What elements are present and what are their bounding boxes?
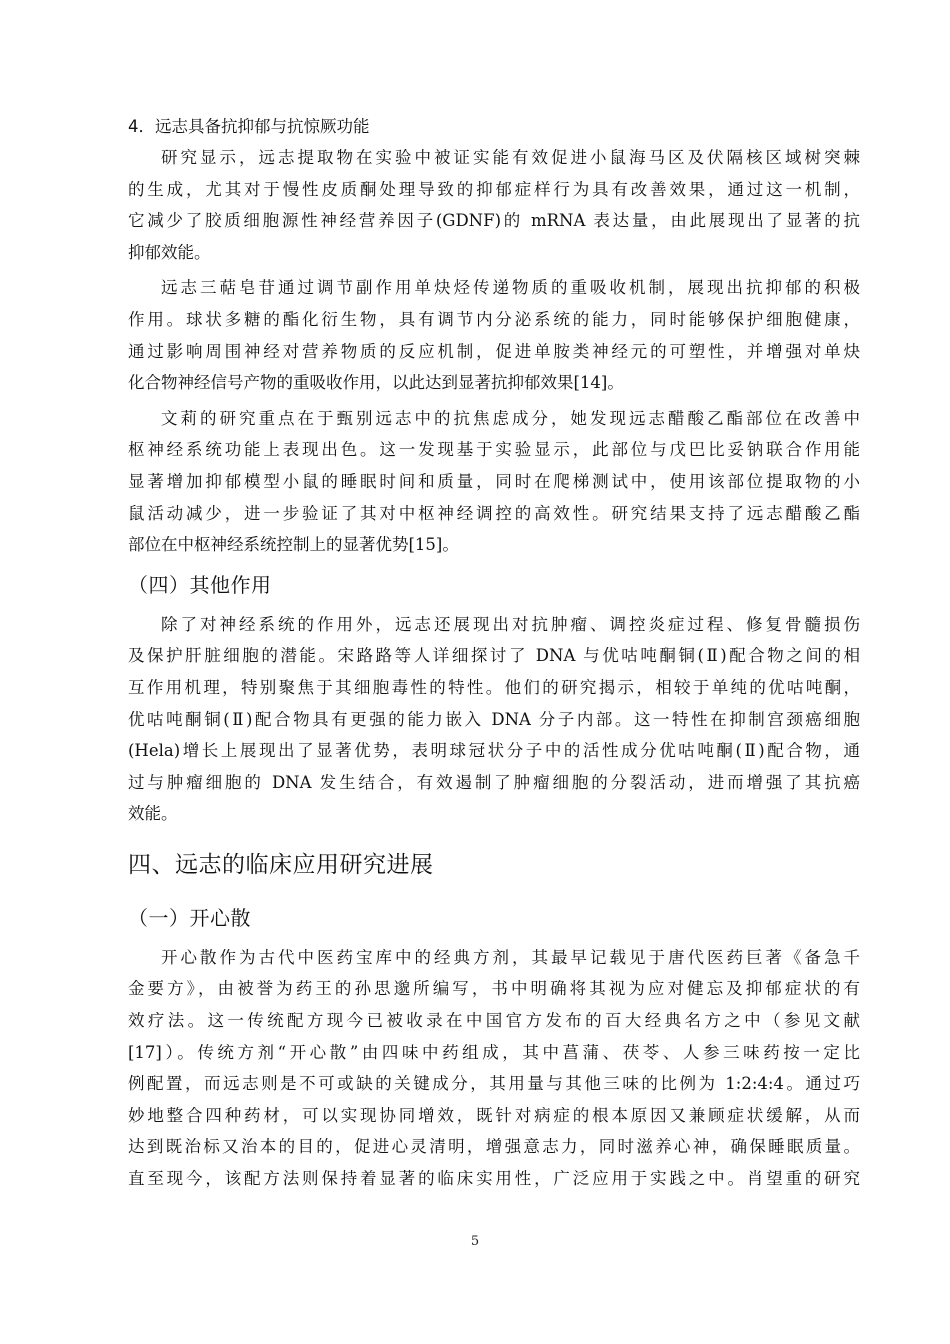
page-content xyxy=(128,112,860,1195)
paragraph-line: 显著增加抑郁模型小鼠的睡眠时间和质量，同时在爬梯测试中，使用该部位提取物的小 xyxy=(128,471,860,491)
paragraph-line: [17]）。传统方剂“开心散”由四味中药组成，其中菖蒲、茯苓、人参三味药按一定比 xyxy=(128,1042,860,1062)
paragraph-4 xyxy=(128,609,860,830)
paragraph-line: 互作用机理，特别聚焦于其细胞毒性的特性。他们的研究揭示，相较于单纯的优咕吨酮， xyxy=(128,677,860,697)
paragraph-line: 作用。球状多糖的酯化衍生物，具有调节内分泌系统的能力，同时能够保护细胞健康， xyxy=(128,309,860,329)
paragraph-line: 效能。 xyxy=(128,804,178,824)
paragraph-1 xyxy=(128,142,860,268)
paragraph-line: 它减少了胶质细胞源性神经营养因子(GDNF)的 mRNA 表达量，由此展现出了显著的抗 xyxy=(128,211,860,231)
paragraph-line: 通过影响周围神经对营养物质的反应机制，促进单胺类神经元的可塑性，并增强对单炔 xyxy=(128,341,860,361)
paragraph-line: 过与肿瘤细胞的 DNA 发生结合，有效遏制了肿瘤细胞的分裂活动，进而增强了其抗癌 xyxy=(128,772,860,792)
paragraph-line: 及保护肝脏细胞的潜能。宋路路等人详细探讨了 DNA 与优咕吨酮铜(Ⅱ)配合物之间的相 xyxy=(128,646,860,666)
paragraph-line: 的生成，尤其对于慢性皮质酮处理导致的抑郁症样行为具有改善效果，通过这一机制， xyxy=(128,179,860,199)
paragraph-line: 文莉的研究重点在于甄别远志中的抗焦虑成分，她发现远志醋酸乙酯部位在改善中 xyxy=(161,408,860,428)
paragraph-line: 除了对神经系统的作用外，远志还展现出对抗肿瘤、调控炎症过程、修复骨髓损伤 xyxy=(161,614,860,634)
paragraph-line: 部位在中枢神经系统控制上的显著优势[15]。 xyxy=(128,535,459,555)
paragraph-line: 优咕吨酮铜(Ⅱ)配合物具有更强的能力嵌入 DNA 分子内部。这一特性在抑制宫颈癌细胞 xyxy=(128,709,860,729)
paragraph-line: 例配置，而远志则是不可或缺的关键成分，其用量与其他三味的比例为 1:2:4:4。通过巧 xyxy=(128,1074,860,1094)
paragraph-line: 鼠活动减少，进一步验证了其对中枢神经调控的高效性。研究结果支持了远志醋酸乙酯 xyxy=(128,503,860,523)
paragraph-line: 抑郁效能。 xyxy=(128,242,211,262)
paragraph-line: 妙地整合四种药材，可以实现协同增效，既针对病症的根本原因又兼顾症状缓解，从而 xyxy=(128,1105,860,1125)
paragraph-line: 研究显示，远志提取物在实验中被证实能有效促进小鼠海马区及伏隔核区域树突棘 xyxy=(161,148,860,167)
paragraph-3 xyxy=(128,403,860,561)
paragraph-line: 远志三萜皂苷通过调节副作用单炔烃传递物质的重吸收机制，展现出抗抑郁的积极 xyxy=(161,278,860,298)
section-heading-antidepressant: 4．远志具备抗抑郁与抗惊厥功能 xyxy=(128,117,370,136)
section-heading-kaixinsan: （一）开心散 xyxy=(128,905,251,930)
page-number: 5 xyxy=(470,1234,480,1249)
section-heading-other-effects: （四）其他作用 xyxy=(128,572,272,597)
paragraph-line: 效疗法。这一传统配方现今已被收录在中国官方发布的百大经典名方之中（参见文献 xyxy=(128,1011,860,1031)
paragraph-line: 达到既治标又治本的目的，促进心灵清明，增强意志力，同时滋养心神，确保睡眠质量。 xyxy=(128,1137,860,1157)
paragraph-line: 开心散作为古代中医药宝库中的经典方剂，其最早记载见于唐代医药巨著《备急千 xyxy=(161,947,860,967)
paragraph-line: (Hela)增长上展现出了显著优势，表明球冠状分子中的活性成分优咕吨酮(Ⅱ)配合物，通 xyxy=(128,741,860,761)
paragraph-5 xyxy=(128,942,860,1195)
paragraph-line: 直至现今，该配方法则保持着显著的临床实用性，广泛应用于实践之中。肖望重的研究 xyxy=(128,1169,860,1189)
paragraph-2 xyxy=(128,272,860,398)
paragraph-line: 金要方》，由被誉为药王的孙思邈所编写，书中明确将其视为应对健忘及抑郁症状的有 xyxy=(128,979,860,999)
chapter-heading-clinical: 四、远志的临床应用研究进展 xyxy=(128,851,434,878)
paragraph-line: 枢神经系统功能上表现出色。这一发现基于实验显示，此部位与戊巴比妥钠联合作用能 xyxy=(128,440,860,460)
paragraph-line: 化合物神经信号产物的重吸收作用，以此达到显著抗抑郁效果[14]。 xyxy=(128,373,624,393)
